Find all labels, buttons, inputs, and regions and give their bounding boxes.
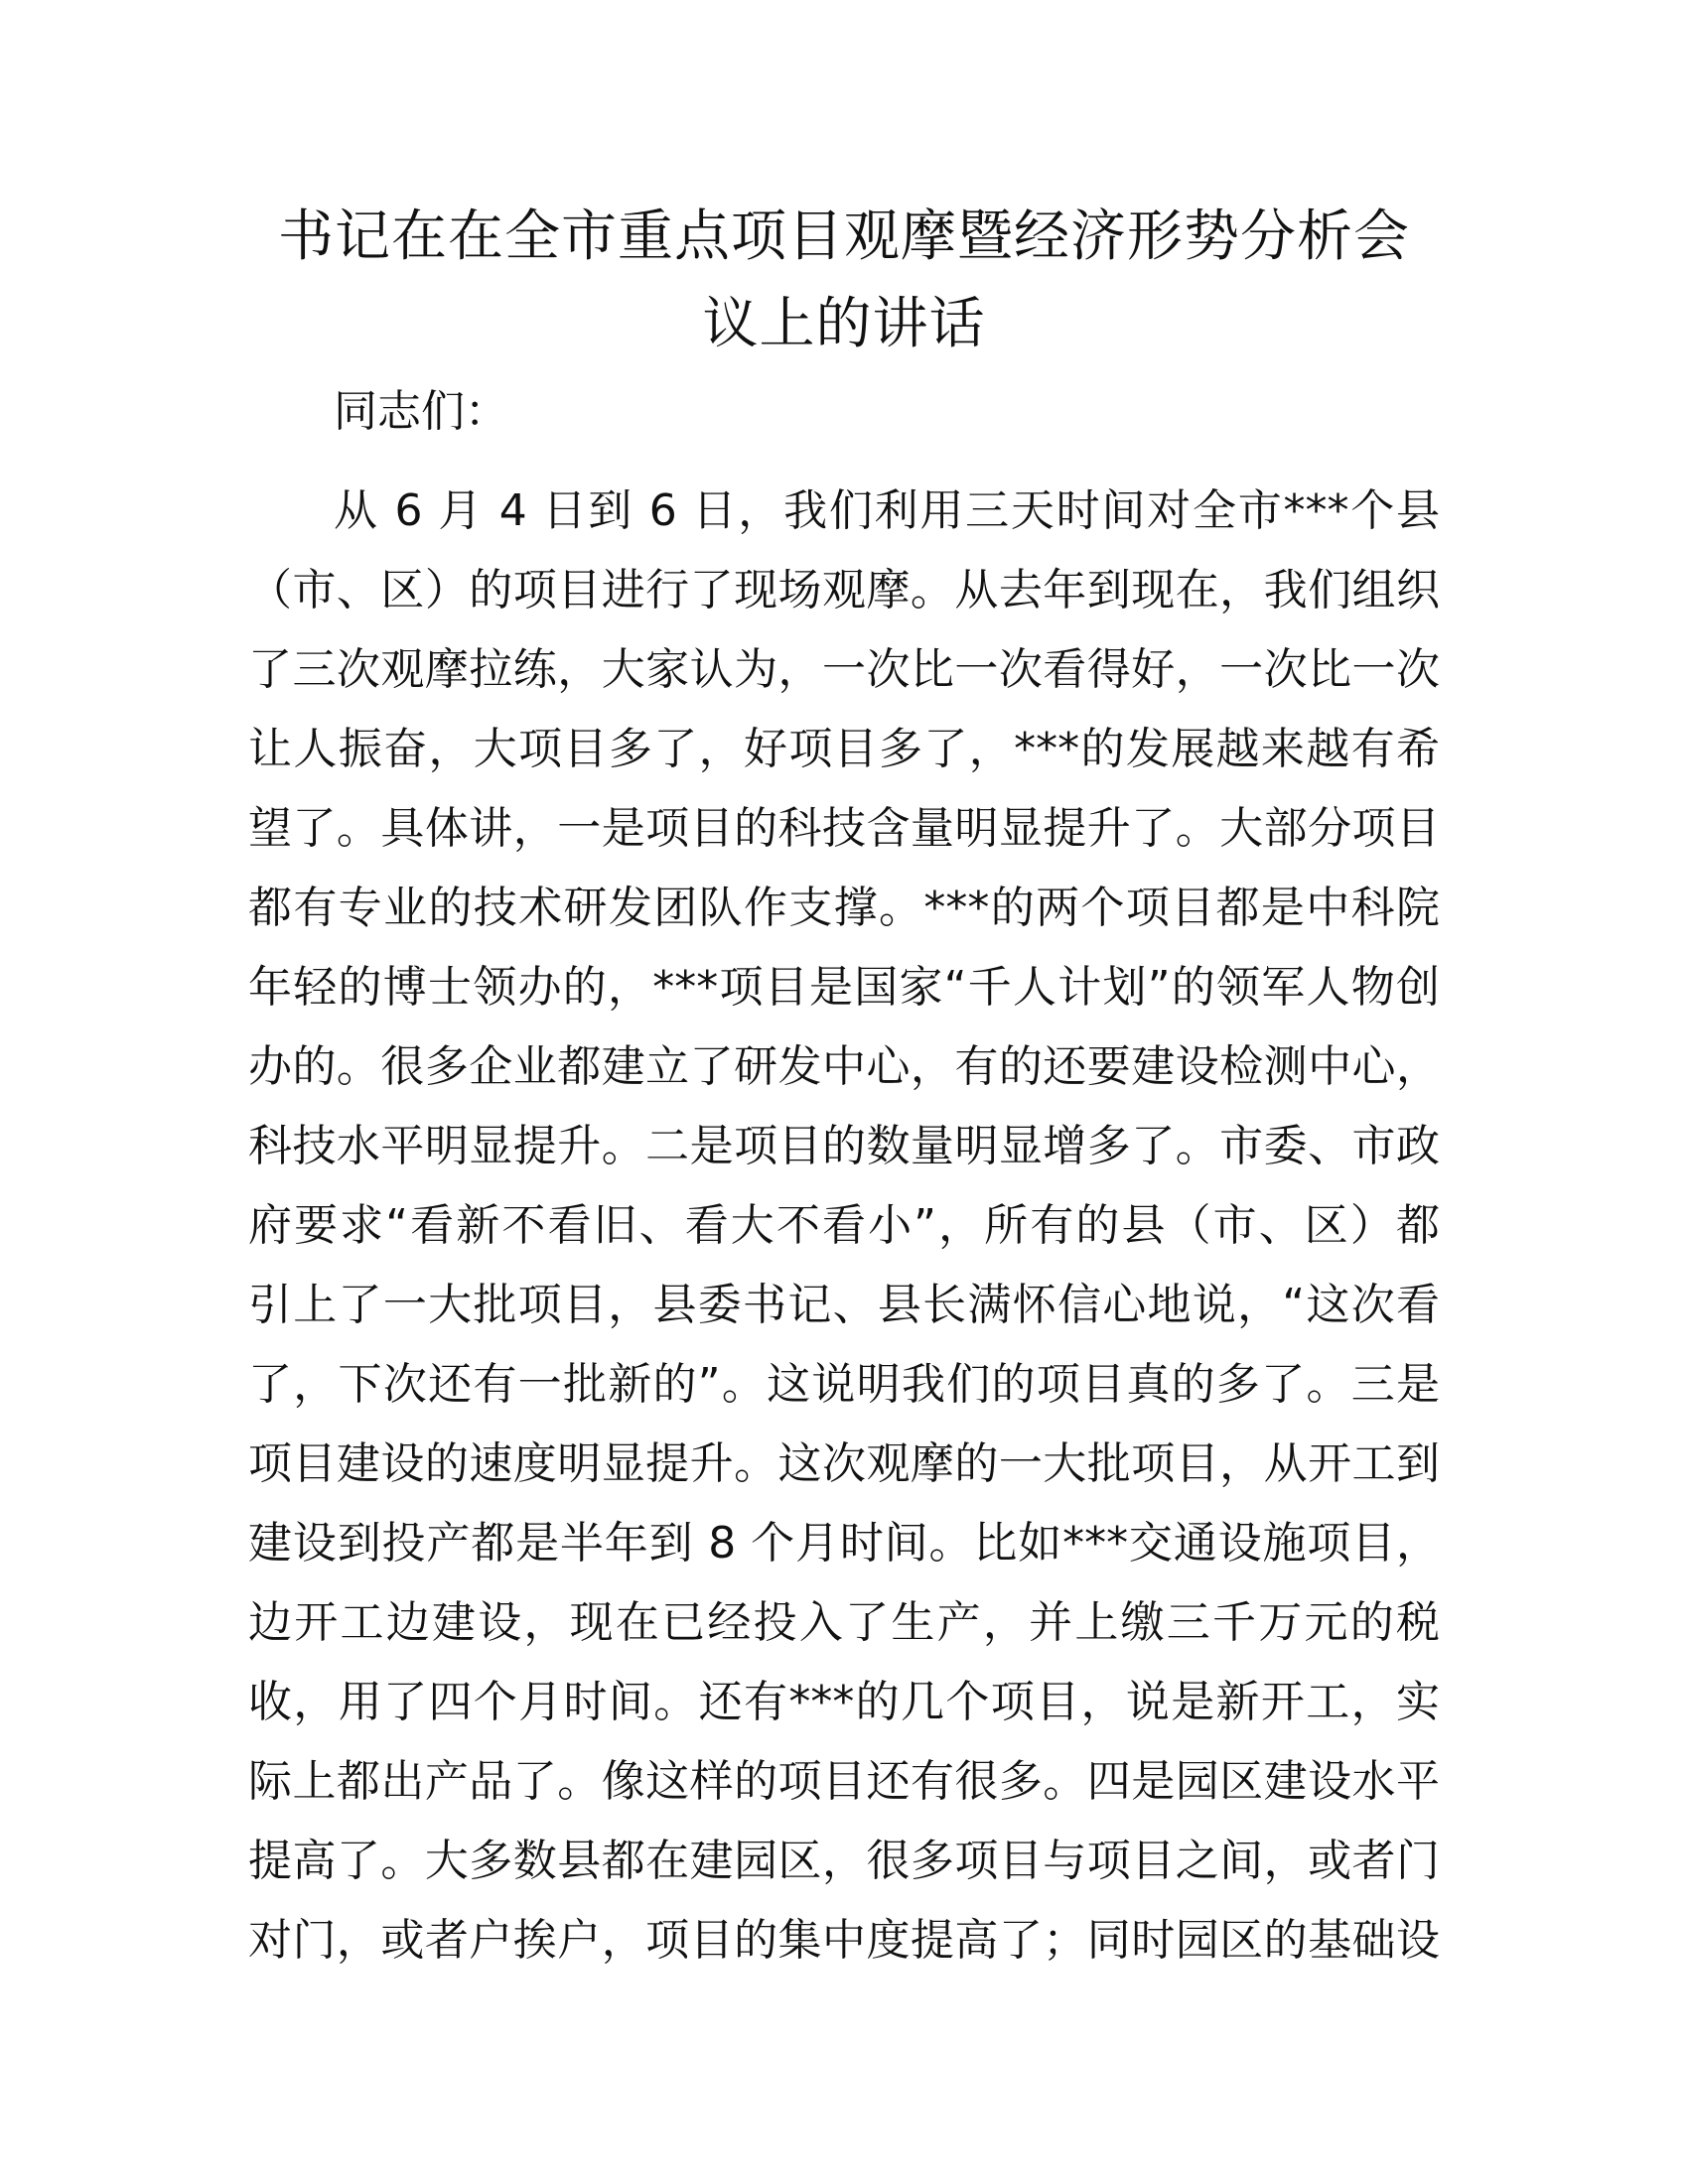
paragraph-line: 提高了。大多数县都在建园区，很多项目与项目之间，或者门 — [248, 1836, 1440, 1886]
paragraph-line: 了三次观摩拉练，大家认为，一次比一次看得好，一次比一次 — [248, 644, 1440, 695]
page-title — [248, 194, 1440, 368]
paragraph-line: 年轻的博士领办的，***项目是国家“千人计划”的领军人物创 — [248, 962, 1440, 1013]
paragraph-line: 望了。具体讲，一是项目的科技含量明显提升了。大部分项目 — [248, 803, 1440, 854]
paragraph-line: 项目建设的速度明显提升。这次观摩的一大批项目，从开工到 — [248, 1438, 1440, 1489]
title-line-2: 议上的讲话 — [702, 292, 986, 356]
paragraph-line: 收，用了四个月时间。还有***的几个项目，说是新开工，实 — [248, 1677, 1440, 1727]
paragraph-line: 科技水平明显提升。二是项目的数量明显增多了。市委、市政 — [248, 1121, 1440, 1171]
title-line-1: 书记在在全市重点项目观摩暨经济形势分析会 — [278, 205, 1410, 269]
paragraph-line: 际上都出产品了。像这样的项目还有很多。四是园区建设水平 — [248, 1756, 1440, 1807]
paragraph-line: 从 6 月 4 日到 6 日，我们利用三天时间对全市***个县 — [334, 485, 1440, 536]
paragraph-line: 办的。很多企业都建立了研发中心，有的还要建设检测中心， — [248, 1041, 1440, 1092]
paragraph-line: 引上了一大批项目，县委书记、县长满怀信心地说，“这次看 — [248, 1280, 1440, 1330]
paragraph-line: 府要求“看新不看旧、看大不看小”，所有的县（市、区）都 — [248, 1200, 1440, 1251]
paragraph-line: 都有专业的技术研发团队作支撑。***的两个项目都是中科院 — [248, 883, 1440, 933]
salutation: 同志们： — [334, 386, 508, 437]
paragraph-line: （市、区）的项目进行了现场观摩。从去年到现在，我们组织 — [248, 565, 1440, 615]
body-paragraph — [248, 472, 1440, 1980]
paragraph-line: 让人振奋，大项目多了，好项目多了，***的发展越来越有希 — [248, 724, 1440, 774]
paragraph-line: 对门，或者户挨户，项目的集中度提高了；同时园区的基础设 — [248, 1915, 1440, 1966]
paragraph-line: 边开工边建设，现在已经投入了生产，并上缴三千万元的税 — [248, 1597, 1440, 1648]
paragraph-line: 建设到投产都是半年到 8 个月时间。比如***交通设施项目， — [248, 1518, 1440, 1569]
paragraph-line: 了，下次还有一批新的”。这说明我们的项目真的多了。三是 — [248, 1359, 1440, 1410]
